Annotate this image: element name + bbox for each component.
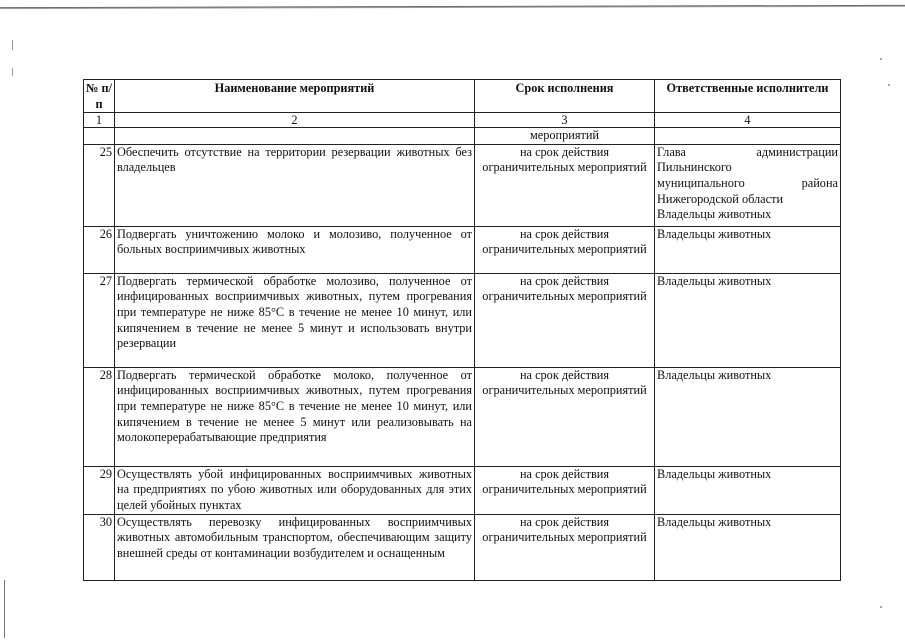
row-number: 26 bbox=[84, 226, 115, 273]
measure-term: на срок действия ограничительных мероприятий bbox=[475, 466, 655, 514]
scan-top-edge bbox=[0, 5, 905, 9]
scan-dust bbox=[880, 606, 882, 608]
header-name: Наименование мероприятий bbox=[115, 80, 475, 113]
column-number: 4 bbox=[655, 113, 841, 128]
column-number-row bbox=[84, 113, 841, 128]
continuation-name bbox=[115, 128, 475, 145]
measure-name: Подвергать термической обработке молоко, полученное от инфицированных восприимчивых животных, путем прогревания при температуре не ниже 85°С в течение не менее 10 минут, или кипячением в течение не менее 5 минут или реализовывать на молокоперерабатывающие предприятия bbox=[115, 367, 475, 466]
row-number: 30 bbox=[84, 514, 115, 580]
header-number: № п/п bbox=[84, 80, 115, 113]
table-row bbox=[84, 144, 841, 226]
measure-name: Обеспечить отсутствие на территории резервации животных без владельцев bbox=[115, 144, 475, 226]
row-number: 29 bbox=[84, 466, 115, 514]
continuation-resp bbox=[655, 128, 841, 145]
scan-left-edge bbox=[4, 580, 5, 638]
scan-dust bbox=[888, 84, 890, 86]
measures-table bbox=[83, 79, 841, 581]
column-number: 2 bbox=[115, 113, 475, 128]
measure-responsible bbox=[655, 514, 841, 580]
measure-responsible bbox=[655, 466, 841, 514]
measure-term: на срок действия ограничительных мероприятий bbox=[475, 514, 655, 580]
measure-responsible bbox=[655, 273, 841, 367]
responsible-line: Владельцы животных bbox=[657, 273, 772, 288]
responsible-line: Владельцы животных bbox=[657, 207, 772, 222]
table-row bbox=[84, 273, 841, 367]
scan-dust bbox=[880, 58, 882, 60]
measure-name: Осуществлять перевозку инфицированных восприимчивых животных автомобильным транспортом, обеспечивающим защиту внешней среды от контаминации возбудителем и оснащенным bbox=[115, 514, 475, 580]
measure-responsible bbox=[655, 226, 841, 273]
header-term: Срок исполнения bbox=[475, 80, 655, 113]
measure-name: Подвергать термической обработке молозиво, полученное от инфицированных восприимчивых животных, путем прогревания при температуре не ниже 85°С в течение не менее 10 минут, или кипячением в течение не менее 5 минут и использовать внутри резервации bbox=[115, 273, 475, 367]
continuation-row bbox=[84, 128, 841, 145]
scan-mark bbox=[12, 40, 13, 50]
header-responsible: Ответственные исполнители bbox=[655, 80, 841, 113]
row-number: 28 bbox=[84, 367, 115, 466]
column-number: 3 bbox=[475, 113, 655, 128]
table-header-row bbox=[84, 80, 841, 113]
responsible-line: муниципального района bbox=[657, 175, 838, 190]
responsible-line: Владельцы животных bbox=[657, 367, 772, 382]
continuation-num bbox=[84, 128, 115, 145]
measure-term: на срок действия ограничительных мероприятий bbox=[475, 144, 655, 226]
row-number: 27 bbox=[84, 273, 115, 367]
measure-term: на срок действия ограничительных мероприятий bbox=[475, 367, 655, 466]
responsible-line: Владельцы животных bbox=[657, 466, 772, 481]
measure-term: на срок действия ограничительных мероприятий bbox=[475, 226, 655, 273]
measure-responsible bbox=[655, 144, 841, 226]
row-number: 25 bbox=[84, 144, 115, 226]
table-body bbox=[84, 144, 841, 580]
responsible-line: Глава администрации bbox=[657, 144, 838, 159]
measure-term: на срок действия ограничительных мероприятий bbox=[475, 273, 655, 367]
measure-name: Подвергать уничтожению молоко и молозиво, полученное от больных восприимчивых животных bbox=[115, 226, 475, 273]
responsible-line: Пильнинского bbox=[657, 160, 732, 175]
table-row bbox=[84, 226, 841, 273]
measure-name: Осуществлять убой инфицированных восприимчивых животных на предприятиях по убою животных или оборудованных для этих целей убойных пунктах bbox=[115, 466, 475, 514]
measure-responsible bbox=[655, 367, 841, 466]
scan-mark bbox=[12, 68, 13, 76]
responsible-line: Владельцы животных bbox=[657, 514, 772, 529]
table-row bbox=[84, 367, 841, 466]
table-row bbox=[84, 466, 841, 514]
responsible-line: Владельцы животных bbox=[657, 226, 772, 241]
responsible-line: Нижегородской области bbox=[657, 191, 784, 206]
continuation-term: мероприятий bbox=[475, 128, 655, 145]
table-row bbox=[84, 514, 841, 580]
column-number: 1 bbox=[84, 113, 115, 128]
